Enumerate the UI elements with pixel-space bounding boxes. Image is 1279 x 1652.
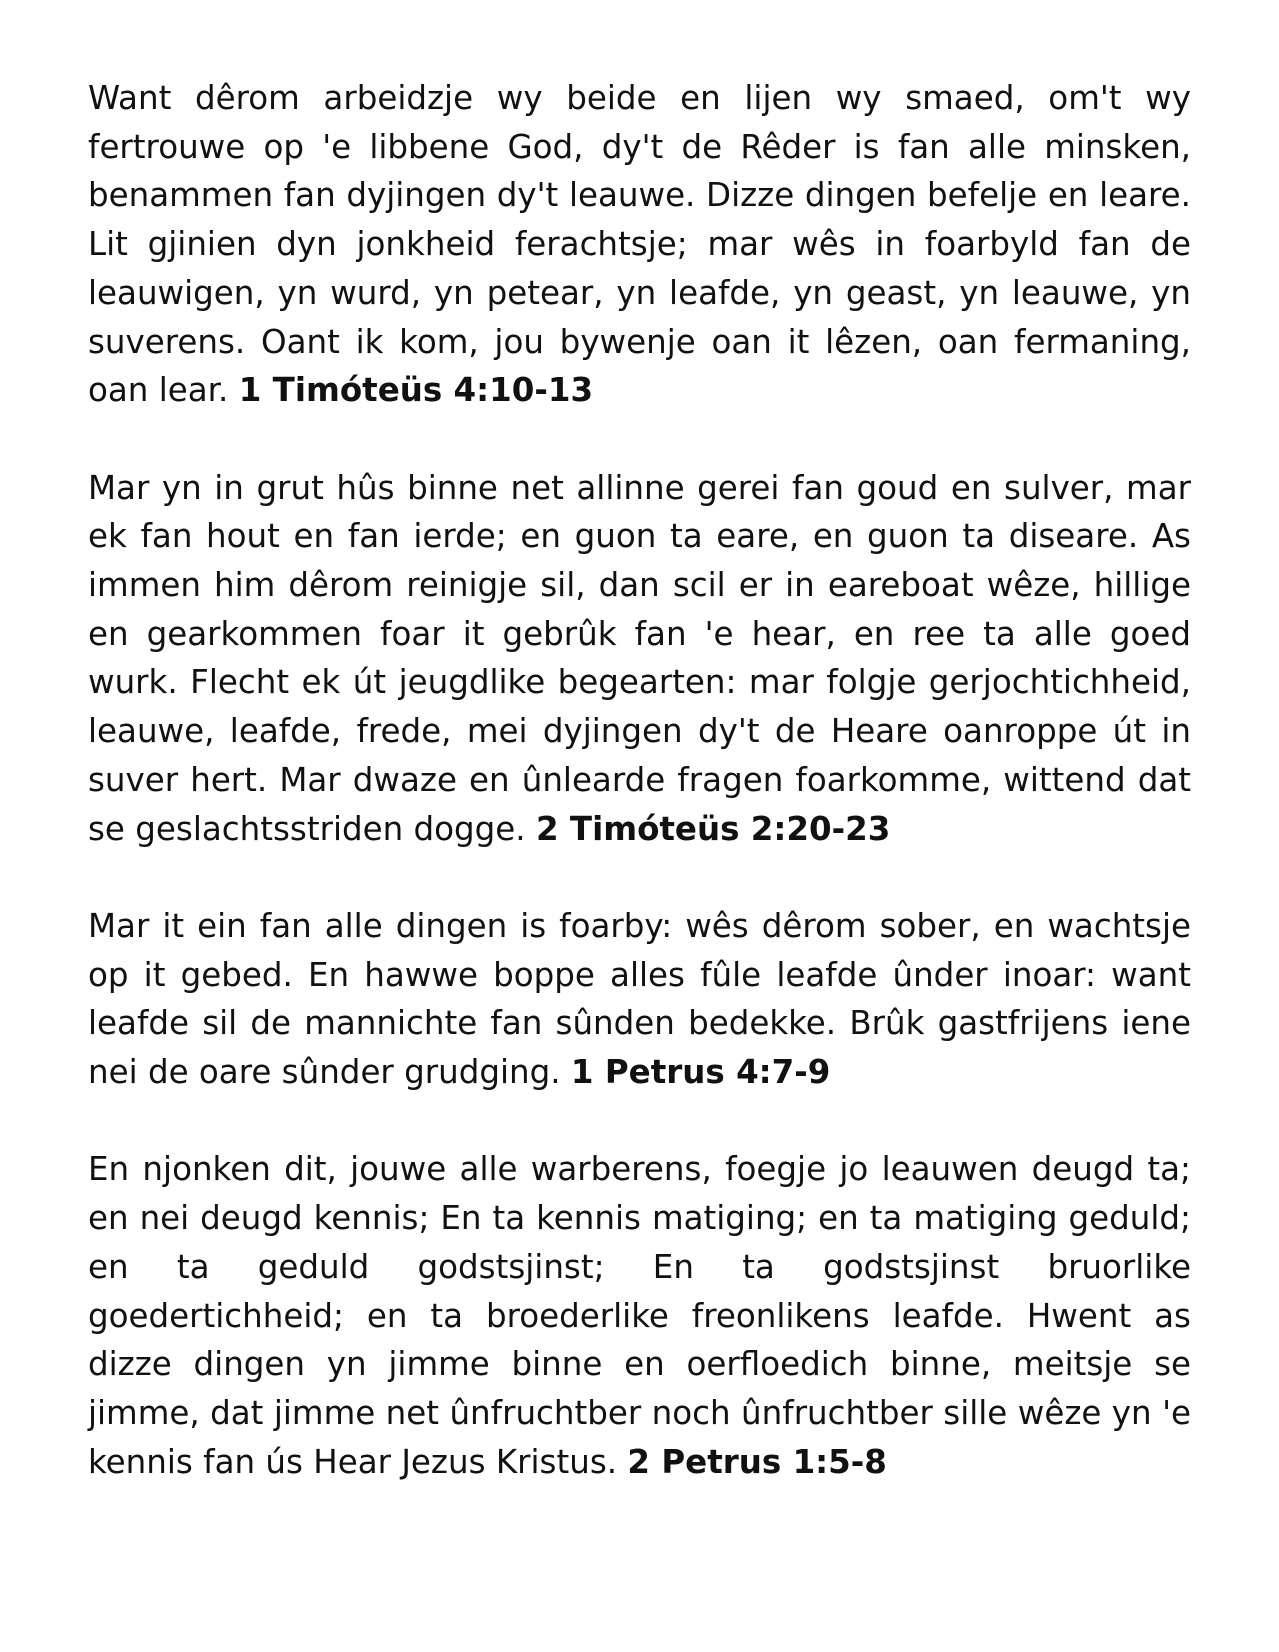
- passage-text: En njonken dit, jouwe alle warberens, foegje jo leauwen deugd ta; en nei deugd kennis; En ta kennis matiging; en ta matiging geduld; en ta geduld godstsjinst; En ta godstsjinst bruorlike goedertichheid; en ta broederlike freonlikens leafde. Hwent as dizze dingen yn jimme binne en oerfloedich binne, meitsje se jimme, dat jimme net ûnfruchtber noch ûnfruchtber sille wêze yn 'e kennis fan ús Hear Jezus Kristus.: [88, 1150, 1191, 1481]
- passage-text: Mar yn in grut hûs binne net allinne gerei fan goud en sulver, mar ek fan hout en fan ierde; en guon ta eare, en guon ta diseare. As immen him dêrom reinigje sil, dan scil er in eareboat wêze, hillige en gearkommen foar it gebrûk fan 'e hear, en ree ta alle goed wurk. Flecht ek út jeugdlike begearten: mar folgje gerjochtichheid, leauwe, leafde, frede, mei dyjingen dy't de Heare oanroppe út in suver hert. Mar dwaze en ûnlearde fragen foarkomme, wittend dat se geslachtsstriden dogge.: [88, 468, 1191, 848]
- scripture-reference: 1 Timóteüs 4:10-13: [238, 371, 594, 410]
- passage-text: Mar it ein fan alle dingen is foarby: wês dêrom sober, en wachtsje op it gebed. En hawwe boppe alles fûle leafde ûnder inoar: want leafde sil de mannichte fan sûnden bedekke. Brûk gastfrijens iene nei de oare sûnder grudging.: [88, 906, 1191, 1092]
- passage-4: [88, 1145, 1191, 1486]
- passage-2: [88, 464, 1191, 854]
- document-page: [88, 74, 1191, 1535]
- scripture-reference: 2 Petrus 1:5-8: [627, 1442, 887, 1481]
- passage-3: [88, 902, 1191, 1097]
- passage-1: [88, 74, 1191, 415]
- scripture-reference: 1 Petrus 4:7-9: [570, 1053, 831, 1092]
- passage-text: Want dêrom arbeidzje wy beide en lijen wy smaed, om't wy fertrouwe op 'e libbene God, dy't de Rêder is fan alle minsken, benammen fan dyjingen dy't leauwe. Dizze dingen befelje en leare. Lit gjinien dyn jonkheid ferachtsje; mar wês in foarbyld fan de leauwigen, yn wurd, yn petear, yn leafde, yn geast, yn leauwe, yn suverens. Oant ik kom, jou bywenje oan it lêzen, oan fermaning, oan lear.: [88, 79, 1191, 410]
- scripture-reference: 2 Timóteüs 2:20-23: [535, 809, 891, 848]
